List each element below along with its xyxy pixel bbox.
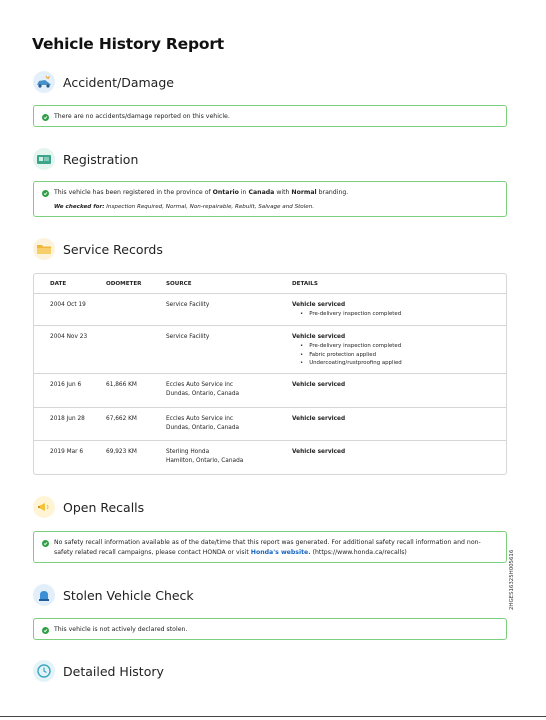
section-accident-header [33, 68, 174, 96]
record-details [292, 415, 492, 424]
section-service-header [33, 235, 163, 263]
section-stolen-header [33, 581, 194, 609]
section-registration-header [33, 145, 138, 173]
record-date: 2018 Jun 28 [50, 416, 85, 422]
recalls-notice [33, 531, 507, 563]
table-row [34, 374, 506, 408]
section-accident-title: Accident/Damage [63, 74, 174, 90]
record-source: Service Facility [166, 302, 210, 308]
record-details [292, 381, 492, 390]
section-recalls-header [33, 493, 144, 521]
check-icon [42, 540, 49, 547]
column-source: SOURCE [166, 281, 192, 287]
section-history-header [33, 657, 164, 685]
record-detail-item: • Fabric protection applied [300, 351, 492, 360]
record-detail-title: Vehicle serviced [292, 302, 346, 308]
table-row [34, 441, 506, 474]
history-clock-icon [33, 660, 55, 682]
section-recalls-title: Open Recalls [63, 499, 145, 515]
registration-province: Ontario [212, 189, 239, 196]
megaphone-icon [33, 496, 55, 518]
registration-notice [33, 181, 507, 217]
column-date: DATE [50, 281, 67, 287]
registration-message: This vehicle has been registered in the province of Ontario in Canada with Normal branding. [54, 189, 349, 196]
table-row [34, 294, 506, 326]
record-date: 2004 Nov 23 [50, 334, 88, 340]
registration-card-icon [33, 148, 55, 170]
accident-notice [33, 105, 507, 127]
table-row [34, 408, 506, 441]
record-detail-item: • Pre-delivery inspection completed [300, 310, 492, 319]
page-title: Vehicle History Report [32, 35, 224, 53]
vin-number: 2HGES16325H005616 [509, 549, 515, 610]
section-stolen-title: Stolen Vehicle Check [63, 587, 194, 603]
record-detail-title: Vehicle serviced [292, 416, 346, 422]
registration-country: Canada [248, 189, 275, 196]
record-source: Service Facility [166, 334, 210, 340]
car-crash-icon [33, 71, 55, 93]
table-header [34, 274, 506, 294]
folder-icon [33, 238, 55, 260]
record-detail-item: • Pre-delivery inspection completed [300, 342, 492, 351]
record-source: Eccles Auto Service inc Dundas, Ontario, Canada [166, 416, 240, 431]
record-source: Eccles Auto Service inc Dundas, Ontario, Canada [166, 382, 240, 397]
stolen-notice [33, 618, 507, 640]
record-source: Sterling Honda Hamilton, Ontario, Canada [166, 449, 244, 464]
section-history-title: Detailed History [63, 663, 164, 679]
police-siren-icon [33, 584, 55, 606]
record-detail-title: Vehicle serviced [292, 382, 346, 388]
registration-branding: Normal [291, 189, 317, 196]
check-icon [42, 190, 49, 197]
record-detail-item: • Undercoating/rustproofing applied [300, 359, 492, 368]
service-records-table [33, 273, 507, 475]
table-row [34, 326, 506, 374]
page-bottom-divider [0, 716, 546, 717]
record-detail-title: Vehicle serviced [292, 449, 346, 455]
record-details [292, 301, 492, 319]
accident-message: There are no accidents/damage reported on this vehicle. [54, 113, 230, 120]
section-registration-title: Registration [63, 151, 139, 167]
record-date: 2016 Jun 6 [50, 382, 82, 388]
recalls-message: No safety recall information available as of the date/time that this report was generated. For additional safety recall information and non-safety related recall campaigns, please contact HONDA or visit Honda's website. (https://www.honda.ca/recalls) [54, 539, 481, 556]
column-odometer: ODOMETER [106, 281, 142, 287]
record-details [292, 333, 492, 368]
column-details: DETAILS [292, 281, 318, 287]
record-odometer: 67,662 KM [106, 416, 137, 422]
check-icon [42, 627, 49, 634]
record-date: 2019 Mar 6 [50, 449, 84, 455]
record-odometer: 61,866 KM [106, 382, 137, 388]
record-odometer: 69,923 KM [106, 449, 137, 455]
record-details [292, 448, 492, 457]
check-icon [42, 114, 49, 121]
record-date: 2004 Oct 19 [50, 302, 86, 308]
registration-checked-for: We checked for: Inspection Required, Normal, Non-repairable, Rebuilt, Salvage and Stolen. [54, 204, 315, 210]
stolen-message: This vehicle is not actively declared stolen. [54, 626, 188, 633]
honda-website-link[interactable]: Honda's website. [250, 549, 311, 556]
section-service-title: Service Records [63, 241, 163, 257]
record-detail-title: Vehicle serviced [292, 334, 346, 340]
